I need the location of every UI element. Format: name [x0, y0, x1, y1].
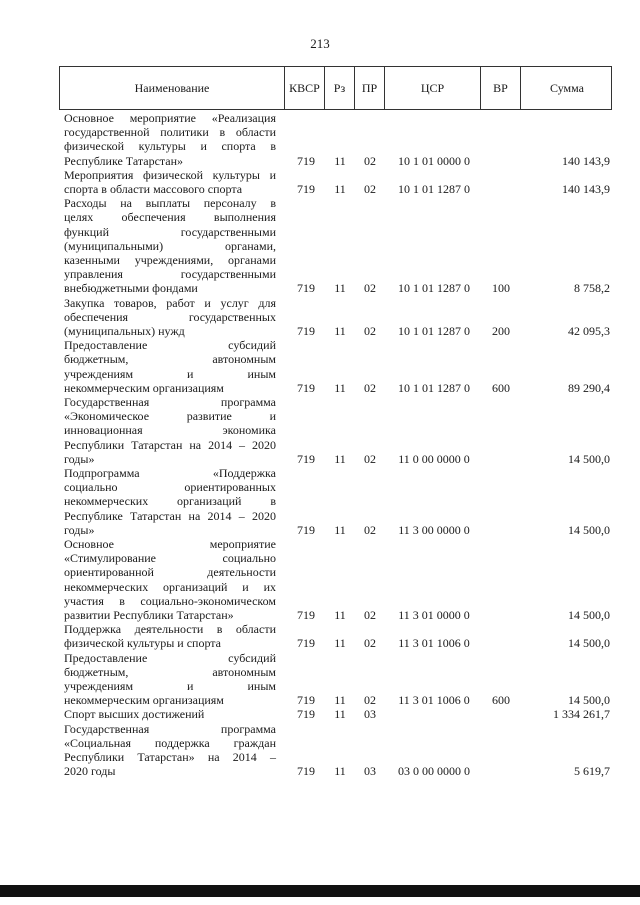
cell-pr: 02: [364, 153, 376, 168]
row-name-line: бюджетным, автономным: [64, 352, 276, 367]
cell-sum: 14 500,0: [568, 636, 610, 651]
row-name-line: участия в социально-экономическом: [64, 593, 276, 608]
row-name: [64, 707, 276, 721]
cell-kvsr: 719: [297, 522, 315, 537]
row-name-line: Мероприятия физической культуры и: [64, 167, 276, 182]
row-name-line: 2020 годы: [64, 764, 116, 779]
cell-kvsr: 719: [297, 693, 315, 708]
cell-rz: 11: [334, 451, 346, 466]
row-name: [64, 196, 276, 295]
row-name-line: некоммерческих организаций в: [64, 494, 276, 509]
header-csr: ЦСР: [384, 67, 480, 109]
row-name-line: Государственная программа: [64, 721, 276, 736]
cell-rz: 11: [334, 153, 346, 168]
cell-pr: 02: [364, 451, 376, 466]
cell-rz: 11: [334, 707, 346, 722]
row-name-line: целях обеспечения выполнения: [64, 210, 276, 225]
cell-sum: 14 500,0: [568, 451, 610, 466]
row-name-line: Спорт высших достижений: [64, 707, 205, 722]
cell-csr: 11 3 01 1006 0: [398, 693, 470, 708]
cell-pr: 02: [364, 323, 376, 338]
cell-pr: 02: [364, 380, 376, 395]
row-name-line: социально ориентированных: [64, 480, 276, 495]
cell-kvsr: 719: [297, 707, 315, 722]
row-name-line: внебюджетными фондами: [64, 281, 198, 296]
cell-kvsr: 719: [297, 451, 315, 466]
header-pr: ПР: [354, 67, 384, 109]
cell-kvsr: 719: [297, 636, 315, 651]
cell-pr: 03: [364, 764, 376, 779]
row-name: [64, 168, 276, 196]
row-name-line: годы»: [64, 522, 95, 537]
row-name-line: учреждениям и иным: [64, 366, 276, 381]
cell-rz: 11: [334, 181, 346, 196]
row-name-line: спорта в области массового спорта: [64, 181, 243, 196]
header-name: Наименование: [134, 80, 210, 95]
cell-rz: 11: [334, 607, 346, 622]
cell-rz: 11: [334, 636, 346, 651]
header-vr: ВР: [480, 67, 520, 109]
row-name-line: Подпрограмма «Поддержка: [64, 465, 276, 480]
cell-csr: 10 1 01 1287 0: [398, 181, 470, 196]
cell-csr: 10 1 01 1287 0: [398, 281, 470, 296]
cell-kvsr: 719: [297, 607, 315, 622]
cell-sum: 14 500,0: [568, 693, 610, 708]
cell-kvsr: 719: [297, 181, 315, 196]
page-number: 213: [310, 36, 330, 51]
cell-csr: 11 0 00 0000 0: [398, 451, 470, 466]
header-kvsr: КВСР: [284, 67, 324, 109]
cell-pr: 02: [364, 181, 376, 196]
row-name-line: государственной политики в области: [64, 125, 276, 140]
cell-kvsr: 719: [297, 323, 315, 338]
cell-sum: 14 500,0: [568, 522, 610, 537]
cell-rz: 11: [334, 281, 346, 296]
cell-sum: 42 095,3: [568, 323, 610, 338]
cell-kvsr: 719: [297, 153, 315, 168]
cell-csr: 11 3 01 1006 0: [398, 636, 470, 651]
cell-vr: 100: [492, 281, 510, 296]
table-row: [0, 722, 640, 779]
table-body: [0, 111, 640, 778]
row-name-line: Предоставление субсидий: [64, 650, 276, 665]
cell-sum: 1 334 261,7: [553, 707, 610, 722]
cell-csr: 03 0 00 0000 0: [398, 764, 470, 779]
row-name-line: развитии Республики Татарстан»: [64, 607, 234, 622]
row-name-line: Предоставление субсидий: [64, 338, 276, 353]
table-row: [0, 537, 640, 622]
row-name-line: (муниципальных) нужд: [64, 323, 185, 338]
cell-vr: 600: [492, 380, 510, 395]
cell-pr: 02: [364, 693, 376, 708]
row-name-line: ориентированной деятельности: [64, 565, 276, 580]
table-row: [0, 395, 640, 466]
row-name-line: Государственная программа: [64, 394, 276, 409]
cell-pr: 03: [364, 707, 376, 722]
table-row: [0, 111, 640, 168]
cell-pr: 02: [364, 281, 376, 296]
cell-vr: 600: [492, 693, 510, 708]
table-row: [0, 466, 640, 537]
cell-csr: 11 3 01 0000 0: [398, 607, 470, 622]
row-name-line: Республике Татарстан на 2014 – 2020: [64, 508, 276, 523]
cell-rz: 11: [334, 522, 346, 537]
row-name-line: Расходы на выплаты персоналу в: [64, 196, 276, 211]
row-name: [64, 111, 276, 168]
row-name: [64, 651, 276, 708]
table-row: [0, 296, 640, 339]
row-name-line: Поддержка деятельности в области: [64, 622, 276, 637]
cell-csr: 10 1 01 0000 0: [398, 153, 470, 168]
table-row: [0, 196, 640, 295]
row-name-line: казенными учреждениями, органами: [64, 252, 276, 267]
table-row: [0, 622, 640, 650]
row-name-line: «Стимулирование социально: [64, 551, 276, 566]
row-name-line: инновационная экономика: [64, 423, 276, 438]
cell-sum: 14 500,0: [568, 607, 610, 622]
row-name-line: Закупка товаров, работ и услуг для: [64, 295, 276, 310]
cell-rz: 11: [334, 380, 346, 395]
row-name-line: годы»: [64, 451, 95, 466]
cell-sum: 89 290,4: [568, 380, 610, 395]
table-row: [0, 168, 640, 196]
row-name-line: «Социальная поддержка граждан: [64, 735, 276, 750]
cell-rz: 11: [334, 693, 346, 708]
row-name: [64, 395, 276, 466]
row-name: [64, 722, 276, 779]
row-name-line: Республике Татарстан»: [64, 153, 184, 168]
row-name-line: физической культуры и спорта в: [64, 139, 276, 154]
table-row: [0, 707, 640, 721]
row-name-line: обеспечения государственных: [64, 309, 276, 324]
row-name-line: физической культуры и спорта: [64, 636, 222, 651]
row-name-line: некоммерческим организациям: [64, 693, 224, 708]
cell-kvsr: 719: [297, 764, 315, 779]
cell-sum: 8 758,2: [574, 281, 610, 296]
cell-rz: 11: [334, 764, 346, 779]
cell-csr: 10 1 01 1287 0: [398, 323, 470, 338]
row-name-line: некоммерческих организаций и их: [64, 579, 276, 594]
header-sum: Сумма: [520, 67, 613, 109]
row-name: [64, 537, 276, 622]
table-row: [0, 651, 640, 708]
cell-pr: 02: [364, 636, 376, 651]
scan-border: [0, 885, 640, 897]
cell-sum: 5 619,7: [574, 764, 610, 779]
cell-kvsr: 719: [297, 380, 315, 395]
table-row: [0, 338, 640, 395]
header-rz: Рз: [324, 67, 354, 109]
cell-csr: 10 1 01 1287 0: [398, 380, 470, 395]
cell-kvsr: 719: [297, 281, 315, 296]
row-name-line: (муниципальными) органами,: [64, 238, 276, 253]
cell-pr: 02: [364, 522, 376, 537]
row-name-line: Республики Татарстан» на 2014 –: [64, 749, 276, 764]
cell-csr: 11 3 00 0000 0: [398, 522, 470, 537]
row-name-line: некоммерческим организациям: [64, 380, 224, 395]
row-name: [64, 338, 276, 395]
cell-vr: 200: [492, 323, 510, 338]
cell-sum: 140 143,9: [562, 153, 610, 168]
row-name-line: управления государственными: [64, 267, 276, 282]
row-name-line: Основное мероприятие «Реализация: [64, 111, 276, 125]
cell-pr: 02: [364, 607, 376, 622]
row-name: [64, 466, 276, 537]
row-name-line: Республики Татарстан на 2014 – 2020: [64, 437, 276, 452]
row-name-line: бюджетным, автономным: [64, 664, 276, 679]
row-name-line: функций государственными: [64, 224, 276, 239]
cell-sum: 140 143,9: [562, 181, 610, 196]
row-name: [64, 622, 276, 650]
table-header: [59, 66, 612, 110]
row-name-line: Основное мероприятие: [64, 536, 276, 551]
cell-rz: 11: [334, 323, 346, 338]
row-name-line: учреждениям и иным: [64, 678, 276, 693]
row-name-line: «Экономическое развитие и: [64, 409, 276, 424]
row-name: [64, 296, 276, 339]
